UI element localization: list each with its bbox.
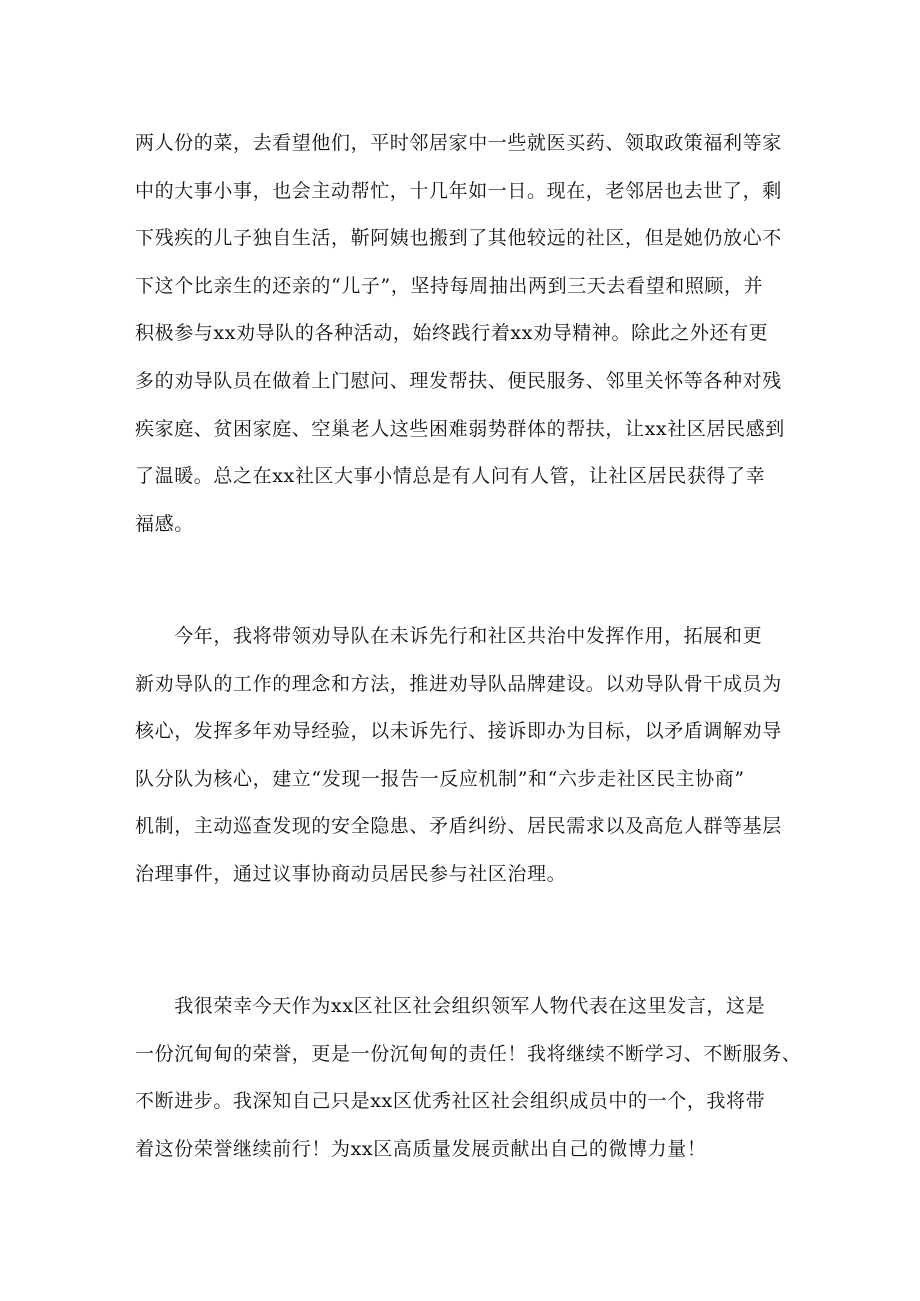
text-line: 下这个比亲生的还亲的“儿子”，坚持每周抽出两到三天去看望和照顾，并 (135, 274, 764, 297)
paragraph-closing-remarks (135, 983, 802, 1173)
text-line: 下残疾的儿子独自生活，靳阿姨也搬到了其他较远的社区，但是她仍放心不 (135, 227, 782, 250)
text-line: 核心，发挥多年劝导经验，以未诉先行、接诉即办为目标，以矛盾调解劝导 (135, 720, 782, 743)
text-line: 我很荣幸今天作为xx区社区社会组织领军人物代表在这里发言，这是 (135, 995, 766, 1017)
text-line: 治理事件，通过议事协商动员居民参与社区治理。 (135, 862, 567, 885)
text-line: 中的大事小事，也会主动帮忙，十几年如一日。现在，老邻居也去世了，剩 (135, 179, 782, 202)
text-line: 福感。 (135, 512, 194, 535)
text-line: 新劝导队的工作的理念和方法，推进劝导队品牌建设。以劝导队骨干成员为 (135, 672, 782, 695)
text-line: 多的劝导队员在做着上门慰问、理发帮扶、便民服务、邻里关怀等各种对残 (135, 369, 782, 392)
text-line: 疾家庭、贫困家庭、空巢老人这些困难弱势群体的帮扶，让xx社区居民感到 (135, 417, 785, 440)
text-line: 机制，主动巡查发现的安全隐患、矛盾纠纷、居民需求以及高危人群等基层 (135, 815, 782, 838)
text-line: 队分队为核心，建立“发现一报告一反应机制”和“六步走社区民主协商” (135, 767, 745, 790)
paragraph-this-year-plan (135, 613, 795, 899)
text-line: 了温暖。总之在xx社区大事小情总是有人问有人管，让社区居民获得了幸 (135, 465, 766, 488)
text-line: 两人份的菜，去看望他们，平时邻居家中一些就医买药、领取政策福利等家 (135, 132, 782, 154)
paragraph-neighbor-care (135, 120, 795, 548)
text-line: 不断进步。我深知自己只是xx区优秀社区社会组织成员中的一个，我将带 (135, 1090, 766, 1113)
text-line: 着这份荣誉继续前行！为xx区高质量发展贡献出自己的微博力量！ (135, 1137, 707, 1160)
text-line: 一份沉甸甸的荣誉，更是一份沉甸甸的责任！我将继续不断学习、不断服务、 (135, 1042, 802, 1065)
text-line: 积极参与xx劝导队的各种活动，始终践行着xx劝导精神。除此之外还有更 (135, 322, 769, 345)
text-line: 今年，我将带领劝导队在未诉先行和社区共治中发挥作用，拓展和更 (135, 625, 763, 647)
